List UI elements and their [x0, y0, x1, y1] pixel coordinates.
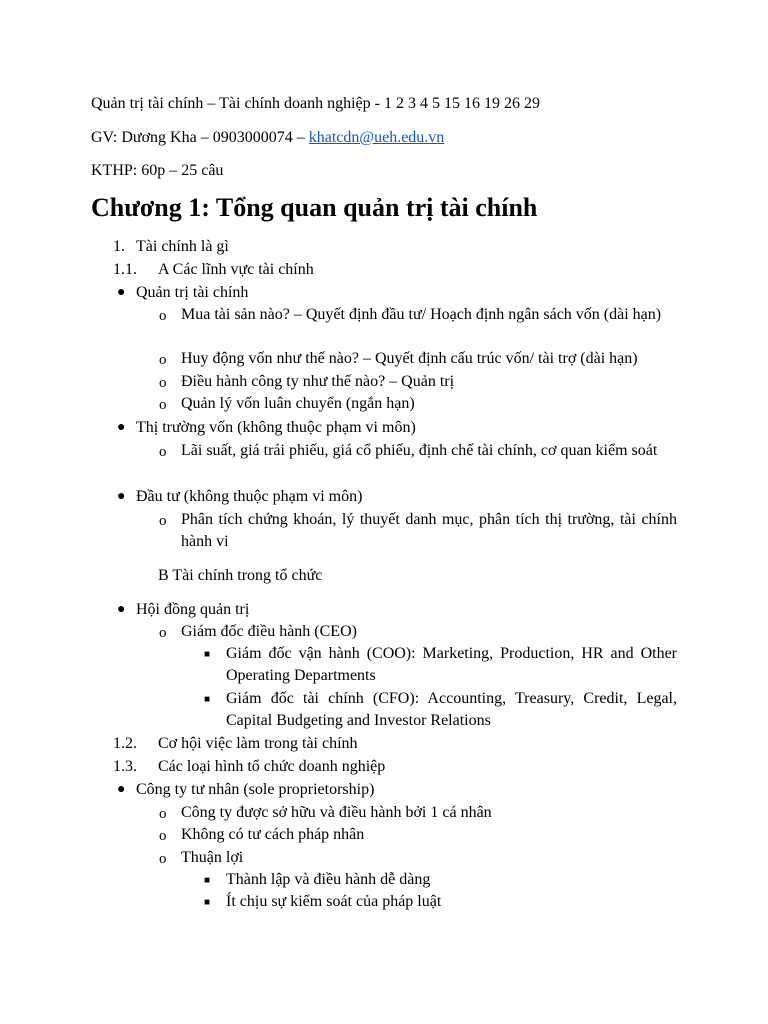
bullet-marker: o [159, 444, 167, 460]
bullet-marker: ■ [204, 897, 211, 908]
bullet-marker: ● [117, 489, 126, 504]
list-item: Đầu tư (không thuộc phạm vi môn) [136, 488, 363, 505]
list-item: Giám đốc tài chính (CFO): Accounting, Treasury, Credit, Legal, Capital Budgeting and Investor Relations [226, 690, 677, 729]
exam-line: KTHP: 60p – 25 câu [91, 162, 224, 179]
list-item: A Các lĩnh vực tài chính [158, 261, 314, 278]
list-item: Quản trị tài chính [136, 284, 249, 301]
bullet-marker: o [159, 308, 167, 324]
bullet-marker: ● [117, 285, 126, 300]
list-item: Tài chính là gì [136, 238, 229, 255]
list-item: Phân tích chứng khoán, lý thuyết danh mục, phân tích thị trường, tài chính hành vi [181, 511, 677, 550]
bullet-marker: ■ [204, 875, 211, 886]
list-item: Điều hành công ty như thế nào? – Quản trị [181, 373, 455, 390]
bullet-marker: ■ [204, 694, 211, 705]
bullet-marker: o [159, 806, 167, 822]
list-item: Công ty tư nhân (sole proprietorship) [136, 781, 375, 798]
list-item: Các loại hình tổ chức doanh nghiệp [158, 758, 386, 775]
list-item: Cơ hội việc làm trong tài chính [158, 735, 358, 752]
list-item: Hội đồng quản trị [136, 601, 250, 618]
course-line: Quản trị tài chính – Tài chính doanh nghiệp - 1 2 3 4 5 15 16 19 26 29 [91, 95, 540, 112]
list-item: Công ty được sở hữu và điều hành bởi 1 cá nhân [181, 804, 492, 821]
bullet-marker: o [159, 851, 167, 867]
list-number: 1.3. [113, 758, 137, 775]
list-item: Thành lập và điều hành dễ dàng [226, 871, 431, 888]
list-item: Không có tư cách pháp nhân [181, 826, 365, 843]
bullet-marker: o [159, 828, 167, 844]
bullet-marker: ■ [204, 649, 211, 660]
teacher-info: GV: Dương Kha – 0903000074 – [91, 129, 309, 146]
bullet-marker: o [159, 352, 167, 368]
bullet-marker: o [159, 397, 167, 413]
bullet-marker: o [159, 513, 167, 529]
list-item: Huy động vốn như thế nào? – Quyết định cấu trúc vốn/ tài trợ (dài hạn) [181, 350, 638, 367]
teacher-email-link[interactable]: khatcdn@ueh.edu.vn [308, 129, 445, 146]
list-item: Thị trường vốn (không thuộc phạm vi môn) [136, 419, 416, 436]
list-item: Mua tài sản nào? – Quyết định đầu tư/ Hoạch định ngân sách vốn (dài hạn) [181, 306, 662, 323]
list-item: Lãi suất, giá trái phiếu, giá cổ phiếu, định chế tài chính, cơ quan kiểm soát [181, 442, 658, 459]
list-number: 1.2. [113, 735, 137, 752]
bullet-marker: o [159, 625, 167, 641]
bullet-marker: ● [117, 782, 126, 797]
teacher-line [91, 127, 444, 149]
list-number: 1. [113, 238, 125, 255]
list-item: Giám đốc điều hành (CEO) [181, 623, 357, 640]
list-item: Thuận lợi [181, 849, 244, 866]
list-item: Ít chịu sự kiểm soát của pháp luật [226, 893, 442, 910]
section-heading: B Tài chính trong tổ chức [158, 567, 323, 584]
list-item: Quản lý vốn luân chuyển (ngắn hạn) [181, 395, 415, 412]
chapter-title: Chương 1: Tổng quan quản trị tài chính [91, 193, 538, 222]
bullet-marker: o [159, 375, 167, 391]
list-item: Giám đốc vận hành (COO): Marketing, Production, HR and Other Operating Departments [226, 645, 677, 684]
bullet-marker: ● [117, 602, 126, 617]
bullet-marker: ● [117, 420, 126, 435]
list-number: 1.1. [113, 261, 137, 278]
